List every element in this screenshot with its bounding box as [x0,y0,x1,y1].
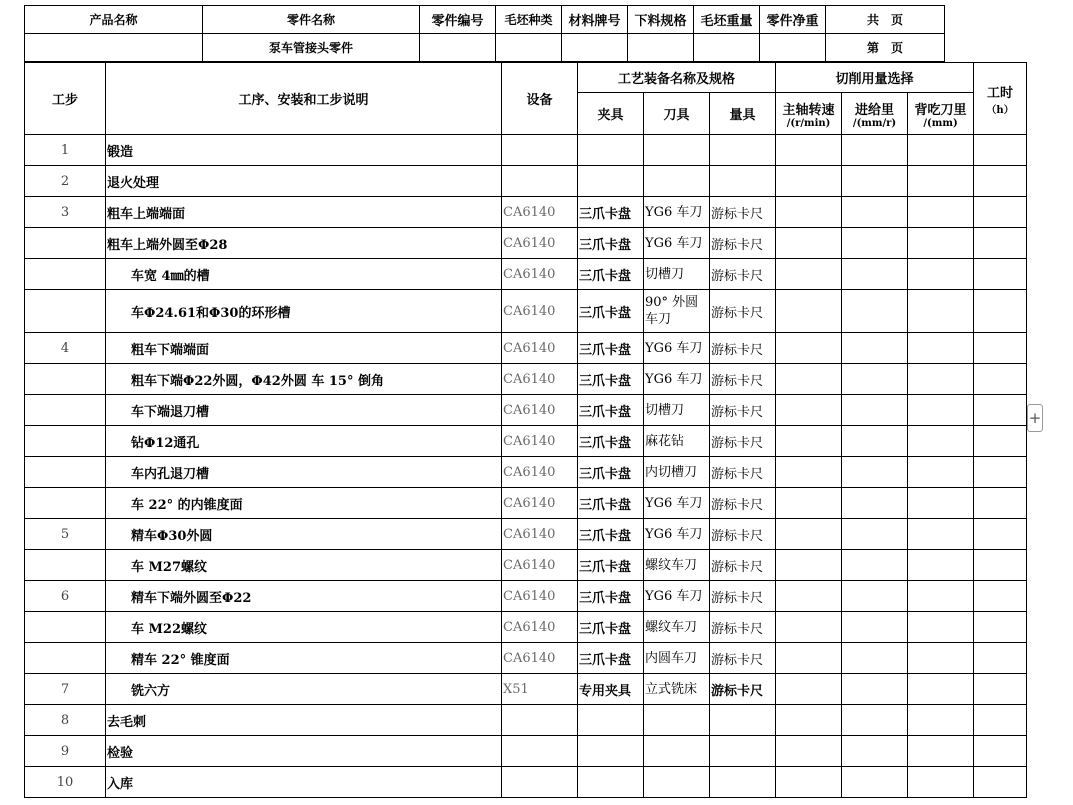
cutter-cell: 螺纹车刀 [644,550,710,581]
operation-cell: 锻造 [106,135,502,166]
part-name-label: 零件名称 [203,6,420,34]
spindle-cell [776,488,842,519]
depth-cell [908,767,974,798]
time-cell [974,767,1027,798]
operation-cell: 车 22° 的内锥度面 [106,488,502,519]
step-cell: 4 [25,333,106,364]
spindle-cell [776,674,842,705]
fixture-cell: 三爪卡盘 [578,612,644,643]
time-cell [974,259,1027,290]
step-cell [25,290,106,333]
gauge-cell [710,166,776,197]
spindle-unit: /(r/min) [786,117,831,129]
gauge-cell [710,135,776,166]
gauge-cell: 游标卡尺 [710,228,776,259]
depth-cell [908,228,974,259]
depth-column-header [908,93,974,135]
net-weight-label: 零件净重 [760,6,826,34]
spindle-column-header [776,93,842,135]
feed-cell [842,333,908,364]
feed-cell [842,705,908,736]
equipment-cell: CA6140 [502,457,578,488]
cutter-cell: YG6 车刀 [644,364,710,395]
step-cell: 9 [25,736,106,767]
time-cell [974,135,1027,166]
cutter-cell: 切槽刀 [644,259,710,290]
cutter-cell [644,166,710,197]
depth-cell [908,581,974,612]
feed-cell [842,166,908,197]
operation-cell: 精车下端外圆至Φ22 [106,581,502,612]
step-cell: 6 [25,581,106,612]
part-name-value: 泵车管接头零件 [203,34,420,62]
table-row [25,364,1027,395]
table-row [25,705,1027,736]
time-cell [974,581,1027,612]
table-row [25,426,1027,457]
cutter-cell: 螺纹车刀 [644,612,710,643]
gauge-cell [710,736,776,767]
time-column-header [974,63,1027,135]
depth-cell [908,488,974,519]
step-cell [25,457,106,488]
fixture-cell: 专用夹具 [578,674,644,705]
feed-cell [842,228,908,259]
gauge-cell: 游标卡尺 [710,550,776,581]
fixture-cell: 三爪卡盘 [578,290,644,333]
product-name-label: 产品名称 [25,6,203,34]
feed-cell [842,612,908,643]
depth-cell [908,705,974,736]
feed-cell [842,197,908,228]
time-label: 工时 [987,85,1014,101]
step-cell: 10 [25,767,106,798]
time-unit: （h） [986,104,1014,116]
step-cell [25,426,106,457]
material-value [562,34,628,62]
table-row [25,550,1027,581]
fixture-cell: 三爪卡盘 [578,364,644,395]
part-no-value [420,34,496,62]
depth-cell [908,674,974,705]
spindle-cell [776,197,842,228]
blank-weight-value [694,34,760,62]
step-cell: 5 [25,519,106,550]
table-row [25,457,1027,488]
gauge-cell: 游标卡尺 [710,643,776,674]
fixture-column-header: 夹具 [578,93,644,135]
gauge-cell: 游标卡尺 [710,197,776,228]
equipment-cell: X51 [502,674,578,705]
table-row [25,290,1027,333]
depth-cell [908,395,974,426]
step-cell: 1 [25,135,106,166]
equipment-cell: CA6140 [502,581,578,612]
equipment-cell [502,767,578,798]
gauge-cell: 游标卡尺 [710,333,776,364]
time-cell [974,674,1027,705]
equipment-cell [502,705,578,736]
spindle-cell [776,228,842,259]
fixture-cell: 三爪卡盘 [578,457,644,488]
time-cell [974,612,1027,643]
cutter-cell: 切槽刀 [644,395,710,426]
time-cell [974,290,1027,333]
spindle-cell [776,736,842,767]
fixture-cell: 三爪卡盘 [578,333,644,364]
cutter-cell: YG6 车刀 [644,519,710,550]
operation-cell: 钻Φ12通孔 [106,426,502,457]
equipment-cell: CA6140 [502,519,578,550]
fixture-cell [578,705,644,736]
cut-spec-label: 下料规格 [628,6,694,34]
blank-weight-label: 毛坯重量 [694,6,760,34]
spindle-cell [776,643,842,674]
gauge-cell: 游标卡尺 [710,674,776,705]
blank-type-label: 毛坯种类 [496,6,562,34]
cutter-cell: 内切槽刀 [644,457,710,488]
feed-column-header [842,93,908,135]
step-cell [25,395,106,426]
gauge-cell: 游标卡尺 [710,426,776,457]
gauge-cell: 游标卡尺 [710,290,776,333]
depth-cell [908,290,974,333]
cutting-group-header: 切削用量选择 [776,63,974,93]
operation-cell: 精车 22° 锥度面 [106,643,502,674]
fixture-cell: 三爪卡盘 [578,643,644,674]
spindle-cell [776,457,842,488]
depth-cell [908,166,974,197]
equipment-cell [502,166,578,197]
gauge-cell: 游标卡尺 [710,457,776,488]
spindle-cell [776,259,842,290]
depth-cell [908,612,974,643]
feed-cell [842,259,908,290]
cutter-cell: YG6 车刀 [644,228,710,259]
cutter-cell: 90° 外圆车刀 [644,290,710,333]
step-cell [25,643,106,674]
step-cell [25,488,106,519]
depth-cell [908,550,974,581]
operation-cell: 车下端退刀槽 [106,395,502,426]
time-cell [974,519,1027,550]
feed-unit: /(mm/r) [852,117,897,129]
tooling-group-header: 工艺装备名称及规格 [578,63,776,93]
table-row [25,259,1027,290]
operation-cell: 车Φ24.61和Φ30的环形槽 [106,290,502,333]
spindle-label: 主轴转速 [782,102,835,118]
depth-cell [908,736,974,767]
page-label: 第 页 [826,34,945,62]
depth-cell [908,197,974,228]
operation-cell: 车 M22螺纹 [106,612,502,643]
fixture-cell: 三爪卡盘 [578,395,644,426]
table-row [25,736,1027,767]
depth-cell [908,457,974,488]
equipment-cell: CA6140 [502,333,578,364]
operation-cell: 车内孔退刀槽 [106,457,502,488]
spindle-cell [776,395,842,426]
operation-cell: 退火处理 [106,166,502,197]
step-cell [25,259,106,290]
gauge-cell: 游标卡尺 [710,364,776,395]
spindle-cell [776,364,842,395]
net-weight-value [760,34,826,62]
depth-unit: /(mm) [923,117,958,129]
spindle-cell [776,166,842,197]
cutter-cell: YG6 车刀 [644,197,710,228]
cutter-cell: 内圆车刀 [644,643,710,674]
fixture-cell [578,767,644,798]
step-cell: 8 [25,705,106,736]
spindle-cell [776,705,842,736]
equipment-cell: CA6140 [502,228,578,259]
feed-cell [842,674,908,705]
equipment-cell: CA6140 [502,643,578,674]
gauge-cell: 游标卡尺 [710,612,776,643]
table-row [25,135,1027,166]
card-header-table [24,5,945,62]
cutter-cell: 麻花钻 [644,426,710,457]
time-cell [974,395,1027,426]
equipment-cell: CA6140 [502,197,578,228]
equipment-cell: CA6140 [502,290,578,333]
product-name-value [25,34,203,62]
material-label: 材料牌号 [562,6,628,34]
gauge-cell [710,705,776,736]
cut-spec-value [628,34,694,62]
operation-cell: 粗车上端端面 [106,197,502,228]
depth-label: 背吃刀里 [914,102,967,118]
table-row [25,197,1027,228]
step-cell: 2 [25,166,106,197]
gauge-cell: 游标卡尺 [710,488,776,519]
equipment-cell: CA6140 [502,426,578,457]
fixture-cell: 三爪卡盘 [578,426,644,457]
feed-cell [842,550,908,581]
spindle-cell [776,581,842,612]
time-cell [974,488,1027,519]
fixture-cell: 三爪卡盘 [578,197,644,228]
feed-cell [842,426,908,457]
fixture-cell [578,736,644,767]
feed-cell [842,488,908,519]
gauge-cell: 游标卡尺 [710,581,776,612]
feed-cell [842,581,908,612]
equipment-cell [502,736,578,767]
cutter-cell: YG6 车刀 [644,581,710,612]
operation-cell: 检验 [106,736,502,767]
operation-cell: 粗车上端外圆至Φ28 [106,228,502,259]
equipment-cell: CA6140 [502,488,578,519]
equipment-cell: CA6140 [502,395,578,426]
fixture-cell: 三爪卡盘 [578,581,644,612]
equipment-cell: CA6140 [502,364,578,395]
feed-cell [842,643,908,674]
operation-cell: 入库 [106,767,502,798]
spindle-cell [776,550,842,581]
operation-cell: 铣六方 [106,674,502,705]
part-no-label: 零件编号 [420,6,496,34]
feed-cell [842,767,908,798]
table-row [25,395,1027,426]
time-cell [974,705,1027,736]
equipment-cell: CA6140 [502,550,578,581]
depth-cell [908,426,974,457]
spindle-cell [776,333,842,364]
cutter-column-header: 刀具 [644,93,710,135]
operation-cell: 粗车下端Φ22外圆，Φ42外圆 车 15° 倒角 [106,364,502,395]
operation-cell: 车宽 4㎜的槽 [106,259,502,290]
step-cell [25,364,106,395]
spindle-cell [776,767,842,798]
spindle-cell [776,519,842,550]
depth-cell [908,519,974,550]
gauge-column-header: 量具 [710,93,776,135]
feed-cell [842,290,908,333]
table-row [25,612,1027,643]
cutter-cell [644,135,710,166]
table-row [25,488,1027,519]
equipment-cell: CA6140 [502,612,578,643]
step-cell [25,228,106,259]
fixture-cell: 三爪卡盘 [578,228,644,259]
operation-cell: 粗车下端端面 [106,333,502,364]
feed-cell [842,519,908,550]
time-cell [974,550,1027,581]
time-cell [974,643,1027,674]
time-cell [974,736,1027,767]
cutter-cell: 立式铣床 [644,674,710,705]
feed-cell [842,135,908,166]
cutter-cell [644,767,710,798]
fixture-cell: 三爪卡盘 [578,550,644,581]
time-cell [974,426,1027,457]
step-cell: 7 [25,674,106,705]
table-row [25,519,1027,550]
total-pages-label: 共 页 [826,6,945,34]
table-row [25,643,1027,674]
depth-cell [908,333,974,364]
operation-cell: 精车Φ30外圆 [106,519,502,550]
fixture-cell [578,166,644,197]
blank-type-value [496,34,562,62]
step-cell [25,550,106,581]
cutter-cell [644,736,710,767]
operation-cell: 车 M27螺纹 [106,550,502,581]
feed-cell [842,736,908,767]
time-cell [974,457,1027,488]
step-cell [25,612,106,643]
feed-cell [842,457,908,488]
step-cell: 3 [25,197,106,228]
expand-plus-icon[interactable]: + [1027,404,1043,432]
depth-cell [908,364,974,395]
gauge-cell: 游标卡尺 [710,519,776,550]
feed-label: 进给里 [855,102,895,118]
gauge-cell [710,767,776,798]
table-row [25,581,1027,612]
time-cell [974,333,1027,364]
spindle-cell [776,135,842,166]
gauge-cell: 游标卡尺 [710,259,776,290]
time-cell [974,197,1027,228]
table-row [25,767,1027,798]
step-column-header: 工步 [25,63,106,135]
fixture-cell: 三爪卡盘 [578,519,644,550]
feed-cell [842,395,908,426]
table-row [25,166,1027,197]
cutter-cell: YG6 车刀 [644,333,710,364]
fixture-cell: 三爪卡盘 [578,259,644,290]
spindle-cell [776,612,842,643]
time-cell [974,166,1027,197]
equipment-column-header: 设备 [502,63,578,135]
time-cell [974,364,1027,395]
equipment-cell: CA6140 [502,259,578,290]
fixture-cell: 三爪卡盘 [578,488,644,519]
table-row [25,333,1027,364]
process-table [24,62,1027,798]
depth-cell [908,135,974,166]
desc-column-header: 工序、安装和工步说明 [106,63,502,135]
equipment-cell [502,135,578,166]
depth-cell [908,259,974,290]
spindle-cell [776,290,842,333]
depth-cell [908,643,974,674]
fixture-cell [578,135,644,166]
spindle-cell [776,426,842,457]
gauge-cell: 游标卡尺 [710,395,776,426]
table-row [25,674,1027,705]
cutter-cell: YG6 车刀 [644,488,710,519]
time-cell [974,228,1027,259]
feed-cell [842,364,908,395]
operation-cell: 去毛刺 [106,705,502,736]
cutter-cell [644,705,710,736]
table-row [25,228,1027,259]
